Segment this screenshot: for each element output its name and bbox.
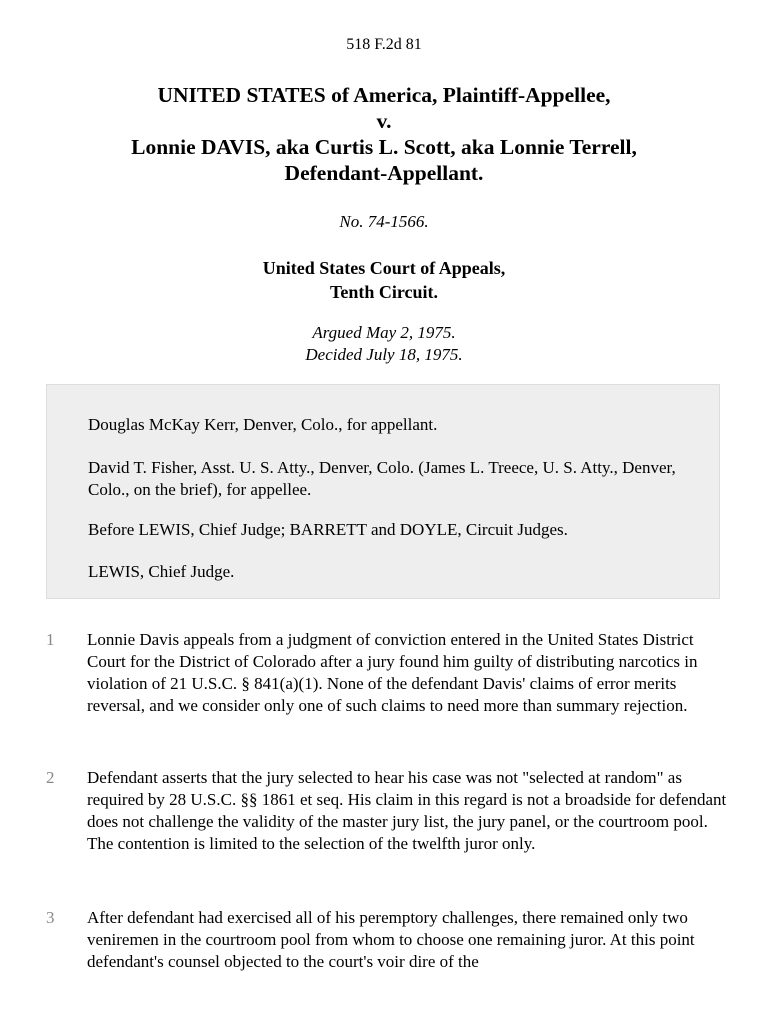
caption-defendant-role: Defendant-Appellant.: [284, 161, 484, 185]
opinion-author: LEWIS, Chief Judge.: [88, 562, 235, 581]
decided-date: Decided July 18, 1975.: [305, 345, 463, 364]
paragraph-number: 2: [46, 768, 55, 787]
paragraph-text: After defendant had exercised all of his peremptory challenges, there remained only two veniremen in the courtroom pool from whom to choose one remaining juror. At this point defendant's counsel objected to the court's voir dire of the: [87, 908, 695, 971]
citation: 518 F.2d 81: [346, 36, 422, 53]
court-name: [0, 256, 768, 304]
argued-date: Argued May 2, 1975.: [312, 323, 456, 342]
panel-judges: Before LEWIS, Chief Judge; BARRETT and DOYLE, Circuit Judges.: [88, 520, 568, 539]
case-caption: [0, 82, 768, 186]
caption-plaintiff: UNITED STATES of America, Plaintiff-Appellee,: [157, 83, 611, 107]
paragraph-number: 1: [46, 630, 55, 649]
paragraph-text: Lonnie Davis appeals from a judgment of conviction entered in the United States District Court for the District of Colorado after a jury found him guilty of distributing narcotics in violation of 21 U.S.C. § 841(a)(1). None of the defendant Davis' claims of error merits reversal, and we consider only one of such claims to need more than summary rejection.: [87, 630, 698, 715]
paragraph-text: Defendant asserts that the jury selected to hear his case was not "selected at random" as required by 28 U.S.C. §§ 1861 et seq. His claim in this regard is not a broadside for defendant does not challenge the validity of the master jury list, the jury panel, or the courtroom pool. The contention is limited to the selection of the twelfth juror only.: [87, 768, 727, 853]
caption-versus: v.: [376, 109, 392, 133]
paragraph-number: 3: [46, 908, 55, 927]
court-name-line1: United States Court of Appeals,: [262, 258, 506, 278]
case-dates: [0, 322, 768, 366]
counsel-box: [46, 384, 720, 599]
counsel-appellant: Douglas McKay Kerr, Denver, Colo., for appellant.: [88, 415, 438, 434]
caption-defendant: Lonnie DAVIS, aka Curtis L. Scott, aka Lonnie Terrell,: [131, 135, 637, 159]
docket-number: No. 74-1566.: [339, 212, 429, 231]
counsel-appellee: David T. Fisher, Asst. U. S. Atty., Denver, Colo. (James L. Treece, U. S. Atty., Denver, Colo., on the brief), for appellee.: [88, 458, 676, 499]
court-name-line2: Tenth Circuit.: [329, 282, 439, 302]
